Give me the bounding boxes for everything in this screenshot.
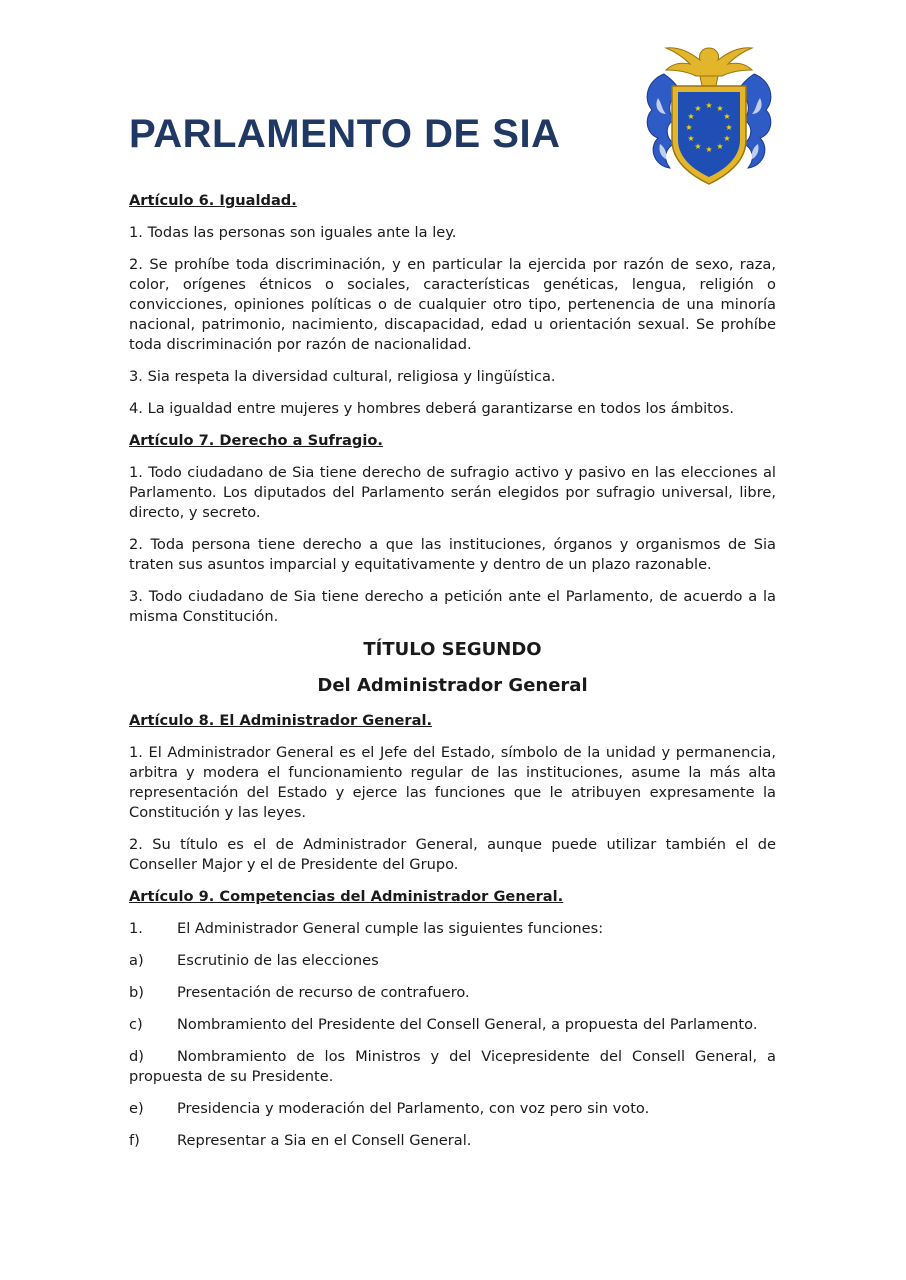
svg-text:★: ★ <box>694 142 702 151</box>
svg-text:★: ★ <box>687 112 695 121</box>
svg-text:★: ★ <box>716 104 724 113</box>
list-text: Nombramiento del Presidente del Consell General, a propuesta del Parlamento. <box>177 1016 758 1033</box>
list-item <box>129 951 776 971</box>
svg-text:★: ★ <box>694 104 702 113</box>
list-marker: d) <box>129 1048 144 1065</box>
list-text: Presentación de recurso de contrafuero. <box>177 984 470 1001</box>
svg-text:★: ★ <box>705 101 713 110</box>
svg-text:★: ★ <box>685 123 693 132</box>
list-item <box>129 983 776 1003</box>
svg-text:★: ★ <box>705 145 713 154</box>
article-6-paragraph-3: 3. Sia respeta la diversidad cultural, religiosa y lingüística. <box>129 368 556 385</box>
list-item <box>129 919 776 939</box>
list-marker: e) <box>129 1100 144 1117</box>
article-8-paragraph-2: 2. Su título es el de Administrador General, aunque puede utilizar también el de Conseller Major y el de Presidente del Grupo. <box>129 836 776 873</box>
list-text: Nombramiento de los Ministros y del Vicepresidente del Consell General, a propuesta de su Presidente. <box>129 1048 776 1085</box>
list-marker: b) <box>129 984 144 1001</box>
list-text: Representar a Sia en el Consell General. <box>177 1132 472 1149</box>
article-7-heading: Artículo 7. Derecho a Sufragio. <box>129 432 383 449</box>
list-marker: c) <box>129 1016 143 1033</box>
article-7-paragraph-2: 2. Toda persona tiene derecho a que las instituciones, órganos y organismos de Sia traten sus asuntos imparcial y equitativamente y dentro de un plazo razonable. <box>129 536 776 573</box>
article-6-paragraph-1: 1. Todas las personas son iguales ante la ley. <box>129 224 457 241</box>
list-item <box>129 1047 776 1087</box>
list-marker: 1. <box>129 920 143 937</box>
article-6-paragraph-4: 4. La igualdad entre mujeres y hombres deberá garantizarse en todos los ámbitos. <box>129 400 735 417</box>
article-6-heading: Artículo 6. Igualdad. <box>129 192 297 209</box>
svg-text:★: ★ <box>716 142 724 151</box>
article-9-heading: Artículo 9. Competencias del Administrador General. <box>129 888 564 905</box>
document-body <box>129 191 776 1163</box>
coat-of-arms-icon <box>636 40 782 188</box>
list-marker: a) <box>129 952 144 969</box>
article-8-heading: Artículo 8. El Administrador General. <box>129 712 433 729</box>
list-text: Escrutinio de las elecciones <box>177 952 379 969</box>
list-text: El Administrador General cumple las siguientes funciones: <box>177 920 604 937</box>
list-item <box>129 1131 776 1151</box>
svg-text:★: ★ <box>687 134 695 143</box>
svg-text:★: ★ <box>725 123 733 132</box>
svg-text:★: ★ <box>723 112 731 121</box>
list-marker: f) <box>129 1132 140 1149</box>
eagle-icon <box>666 48 752 86</box>
article-7-paragraph-3: 3. Todo ciudadano de Sia tiene derecho a petición ante el Parlamento, de acuerdo a la misma Constitución. <box>129 588 776 625</box>
title-section-heading: TÍTULO SEGUNDO <box>363 639 542 660</box>
list-item <box>129 1099 776 1119</box>
article-6-paragraph-2: 2. Se prohíbe toda discriminación, y en particular la ejercida por razón de sexo, raza, color, orígenes étnicos o sociales, características genéticas, lengua, religión o convicciones, opiniones políticas o de cualquier otro tipo, pertenencia de una minoría nacional, patrimonio, nacimiento, discapacidad, edad u orientación sexual. Se prohíbe toda discriminación por razón de nacionalidad. <box>129 256 776 353</box>
title-section-subheading: Del Administrador General <box>317 675 588 696</box>
article-7-paragraph-1: 1. Todo ciudadano de Sia tiene derecho de sufragio activo y pasivo en las elecciones al Parlamento. Los diputados del Parlamento serán elegidos por sufragio universal, libre, directo, y secreto. <box>129 464 776 521</box>
page-title: PARLAMENTO DE SIA <box>129 112 561 156</box>
list-text: Presidencia y moderación del Parlamento, con voz pero sin voto. <box>177 1100 650 1117</box>
article-8-paragraph-1: 1. El Administrador General es el Jefe del Estado, símbolo de la unidad y permanencia, arbitra y modera el funcionamiento regular de las instituciones, asume la más alta representación del Estado y ejerce las funciones que le atribuyen expresamente la Constitución y las leyes. <box>129 744 776 821</box>
list-item <box>129 1015 776 1035</box>
svg-text:★: ★ <box>723 134 731 143</box>
